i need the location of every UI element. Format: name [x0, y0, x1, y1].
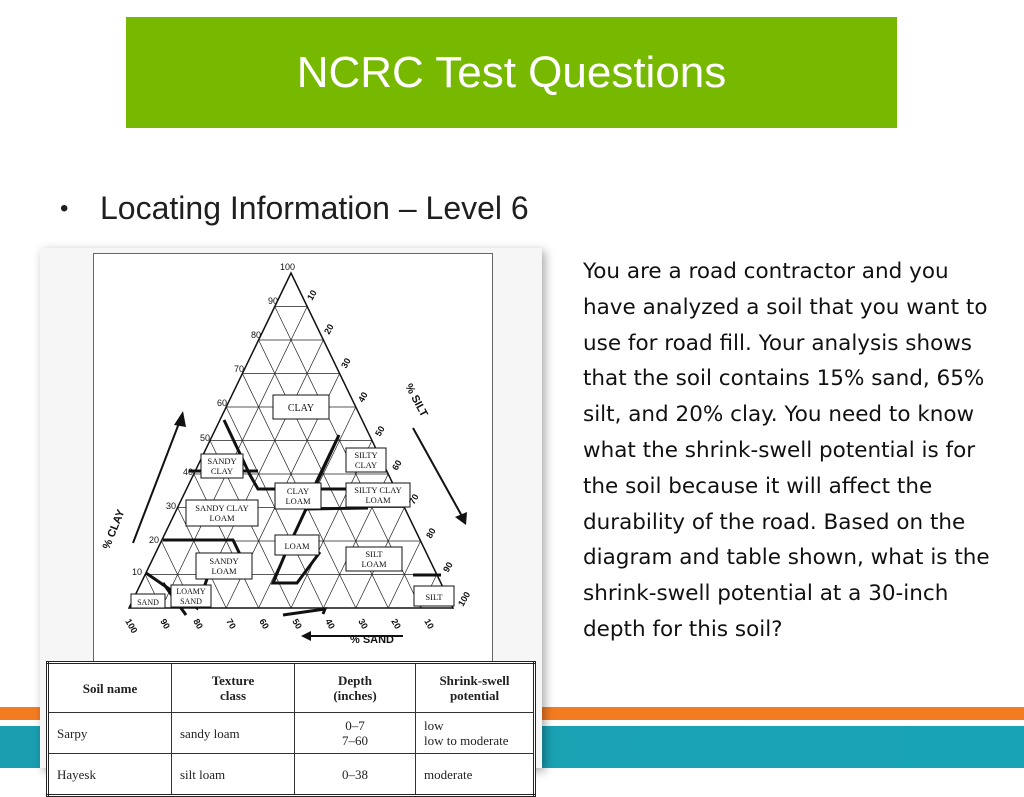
sand-tick-20: 20	[389, 617, 403, 631]
col-texture-class	[172, 663, 295, 713]
cell-depth	[295, 713, 416, 754]
clay-tick-40: 40	[182, 467, 193, 477]
sand-arrowhead-icon	[301, 631, 311, 641]
region-silt-loam-1: SILT	[365, 549, 383, 559]
region-sandy-loam-2: LOAM	[211, 566, 237, 576]
sand-tick-100: 100	[123, 617, 140, 636]
silt-tick-100: 100	[456, 589, 473, 608]
col-depth-label-1: Depth	[338, 673, 372, 688]
sand-tick-90: 90	[158, 617, 172, 631]
silt-arrow	[413, 428, 463, 518]
silt-tick-50: 50	[373, 424, 387, 438]
region-silty-clay-1: SILTY	[354, 450, 378, 460]
region-sandy-clay-1: SANDY	[207, 456, 237, 466]
soil-texture-triangle	[93, 253, 491, 660]
col-texture-label-2: class	[220, 688, 246, 703]
sand-tick-30: 30	[356, 617, 370, 631]
region-loamy-sand-1: LOAMY	[176, 587, 206, 596]
region-labels	[131, 395, 454, 608]
silt-tick-70: 70	[407, 492, 421, 506]
sand-tick-80: 80	[191, 617, 205, 631]
cell-depth-1: 0–7	[345, 718, 365, 733]
col-shrink-label-2: potential	[449, 688, 500, 703]
region-silt: SILT	[425, 592, 443, 602]
cell-soil-name: Sarpy	[48, 713, 172, 754]
cell-texture: silt loam	[172, 754, 295, 796]
title-banner	[126, 17, 897, 128]
region-sandy-clay-loam-1: SANDY CLAY	[195, 503, 249, 513]
col-soil-name-label: Soil name	[82, 680, 138, 696]
bullet-dot-icon: •	[60, 194, 69, 222]
silt-tick-80: 80	[424, 526, 438, 540]
cell-soil-name: Hayesk	[48, 754, 172, 796]
col-texture-label-1: Texture	[211, 673, 255, 688]
region-clay-loam-2: LOAM	[285, 496, 311, 506]
clay-tick-70: 70	[233, 364, 244, 374]
clay-tick-50: 50	[199, 433, 210, 443]
cell-potential-1: moderate	[424, 766, 473, 782]
boundary-silt-loam	[283, 609, 325, 615]
clay-tick-80: 80	[250, 330, 261, 340]
sand-ticks	[123, 617, 436, 635]
table-header-row	[48, 663, 535, 713]
region-silty-clay-loam-2: LOAM	[365, 495, 391, 505]
table-row	[48, 754, 535, 796]
col-depth-label-2: (inches)	[333, 688, 377, 703]
sand-tick-50: 50	[290, 617, 304, 631]
clay-arrowhead-icon	[174, 411, 186, 427]
question-text: You are a road contractor and you have analyzed a soil that you want to use for road fill. Your analysis shows that the soil contains 15% sand, 65% silt, and 20% clay. You need to know what the shrink-swell potential is for the soil because it will affect the durability of the road. Based on the diagram and table shown, what is the shrink-swell potential at a 30-inch depth for this soil?	[583, 259, 990, 642]
region-silty-clay-2: CLAY	[354, 460, 378, 470]
clay-ticks	[132, 262, 295, 577]
cell-potential-1: low	[424, 718, 444, 733]
silt-tick-20: 20	[322, 322, 336, 336]
silt-tick-30: 30	[339, 356, 353, 370]
clay-tick-30: 30	[165, 501, 176, 511]
region-sandy-clay-2: CLAY	[210, 466, 234, 476]
clay-tick-20: 20	[148, 535, 159, 545]
col-shrink-swell	[416, 663, 535, 713]
silt-tick-90: 90	[441, 560, 455, 574]
bullet-text: Locating Information – Level 6	[100, 190, 529, 226]
sand-axis-label: % SAND	[350, 634, 395, 646]
clay-arrow	[133, 418, 181, 543]
slide-title: NCRC Test Questions	[296, 47, 727, 97]
cell-potential-2: low to moderate	[424, 733, 509, 748]
col-soil-name	[48, 663, 172, 713]
clay-tick-90: 90	[267, 296, 278, 306]
region-silty-clay-loam-1: SILTY CLAY	[354, 485, 402, 495]
sand-tick-60: 60	[257, 617, 271, 631]
sand-tick-70: 70	[224, 617, 238, 631]
soil-properties-table	[46, 661, 536, 797]
region-clay: CLAY	[287, 403, 315, 414]
sand-tick-40: 40	[323, 617, 337, 631]
region-sandy-clay-loam-2: LOAM	[209, 513, 235, 523]
region-loamy-sand-2: SAND	[180, 597, 202, 606]
region-silt-loam-2: LOAM	[361, 559, 387, 569]
silt-tick-10: 10	[305, 288, 319, 302]
table-row	[48, 713, 535, 754]
cell-depth-1: 0–38	[342, 766, 368, 782]
cell-depth-2: 7–60	[342, 733, 368, 748]
region-clay-loam-1: CLAY	[286, 486, 310, 496]
sand-tick-10: 10	[422, 617, 436, 631]
clay-tick-100: 100	[279, 262, 295, 272]
cell-potential	[416, 754, 535, 796]
cell-depth	[295, 754, 416, 796]
silt-axis-label: % SILT	[402, 381, 430, 420]
clay-tick-60: 60	[216, 398, 227, 408]
clay-axis-label: % CLAY	[100, 507, 128, 552]
region-sand: SAND	[137, 598, 159, 607]
cell-texture: sandy loam	[172, 713, 295, 754]
region-loam: LOAM	[284, 541, 310, 551]
silt-tick-40: 40	[356, 390, 370, 404]
silt-tick-60: 60	[390, 458, 404, 472]
region-sandy-loam-1: SANDY	[209, 556, 239, 566]
col-depth	[295, 663, 416, 713]
bullet-item	[60, 190, 529, 227]
clay-tick-10: 10	[131, 567, 142, 577]
col-shrink-label-1: Shrink-swell	[439, 673, 510, 688]
cell-potential	[416, 713, 535, 754]
